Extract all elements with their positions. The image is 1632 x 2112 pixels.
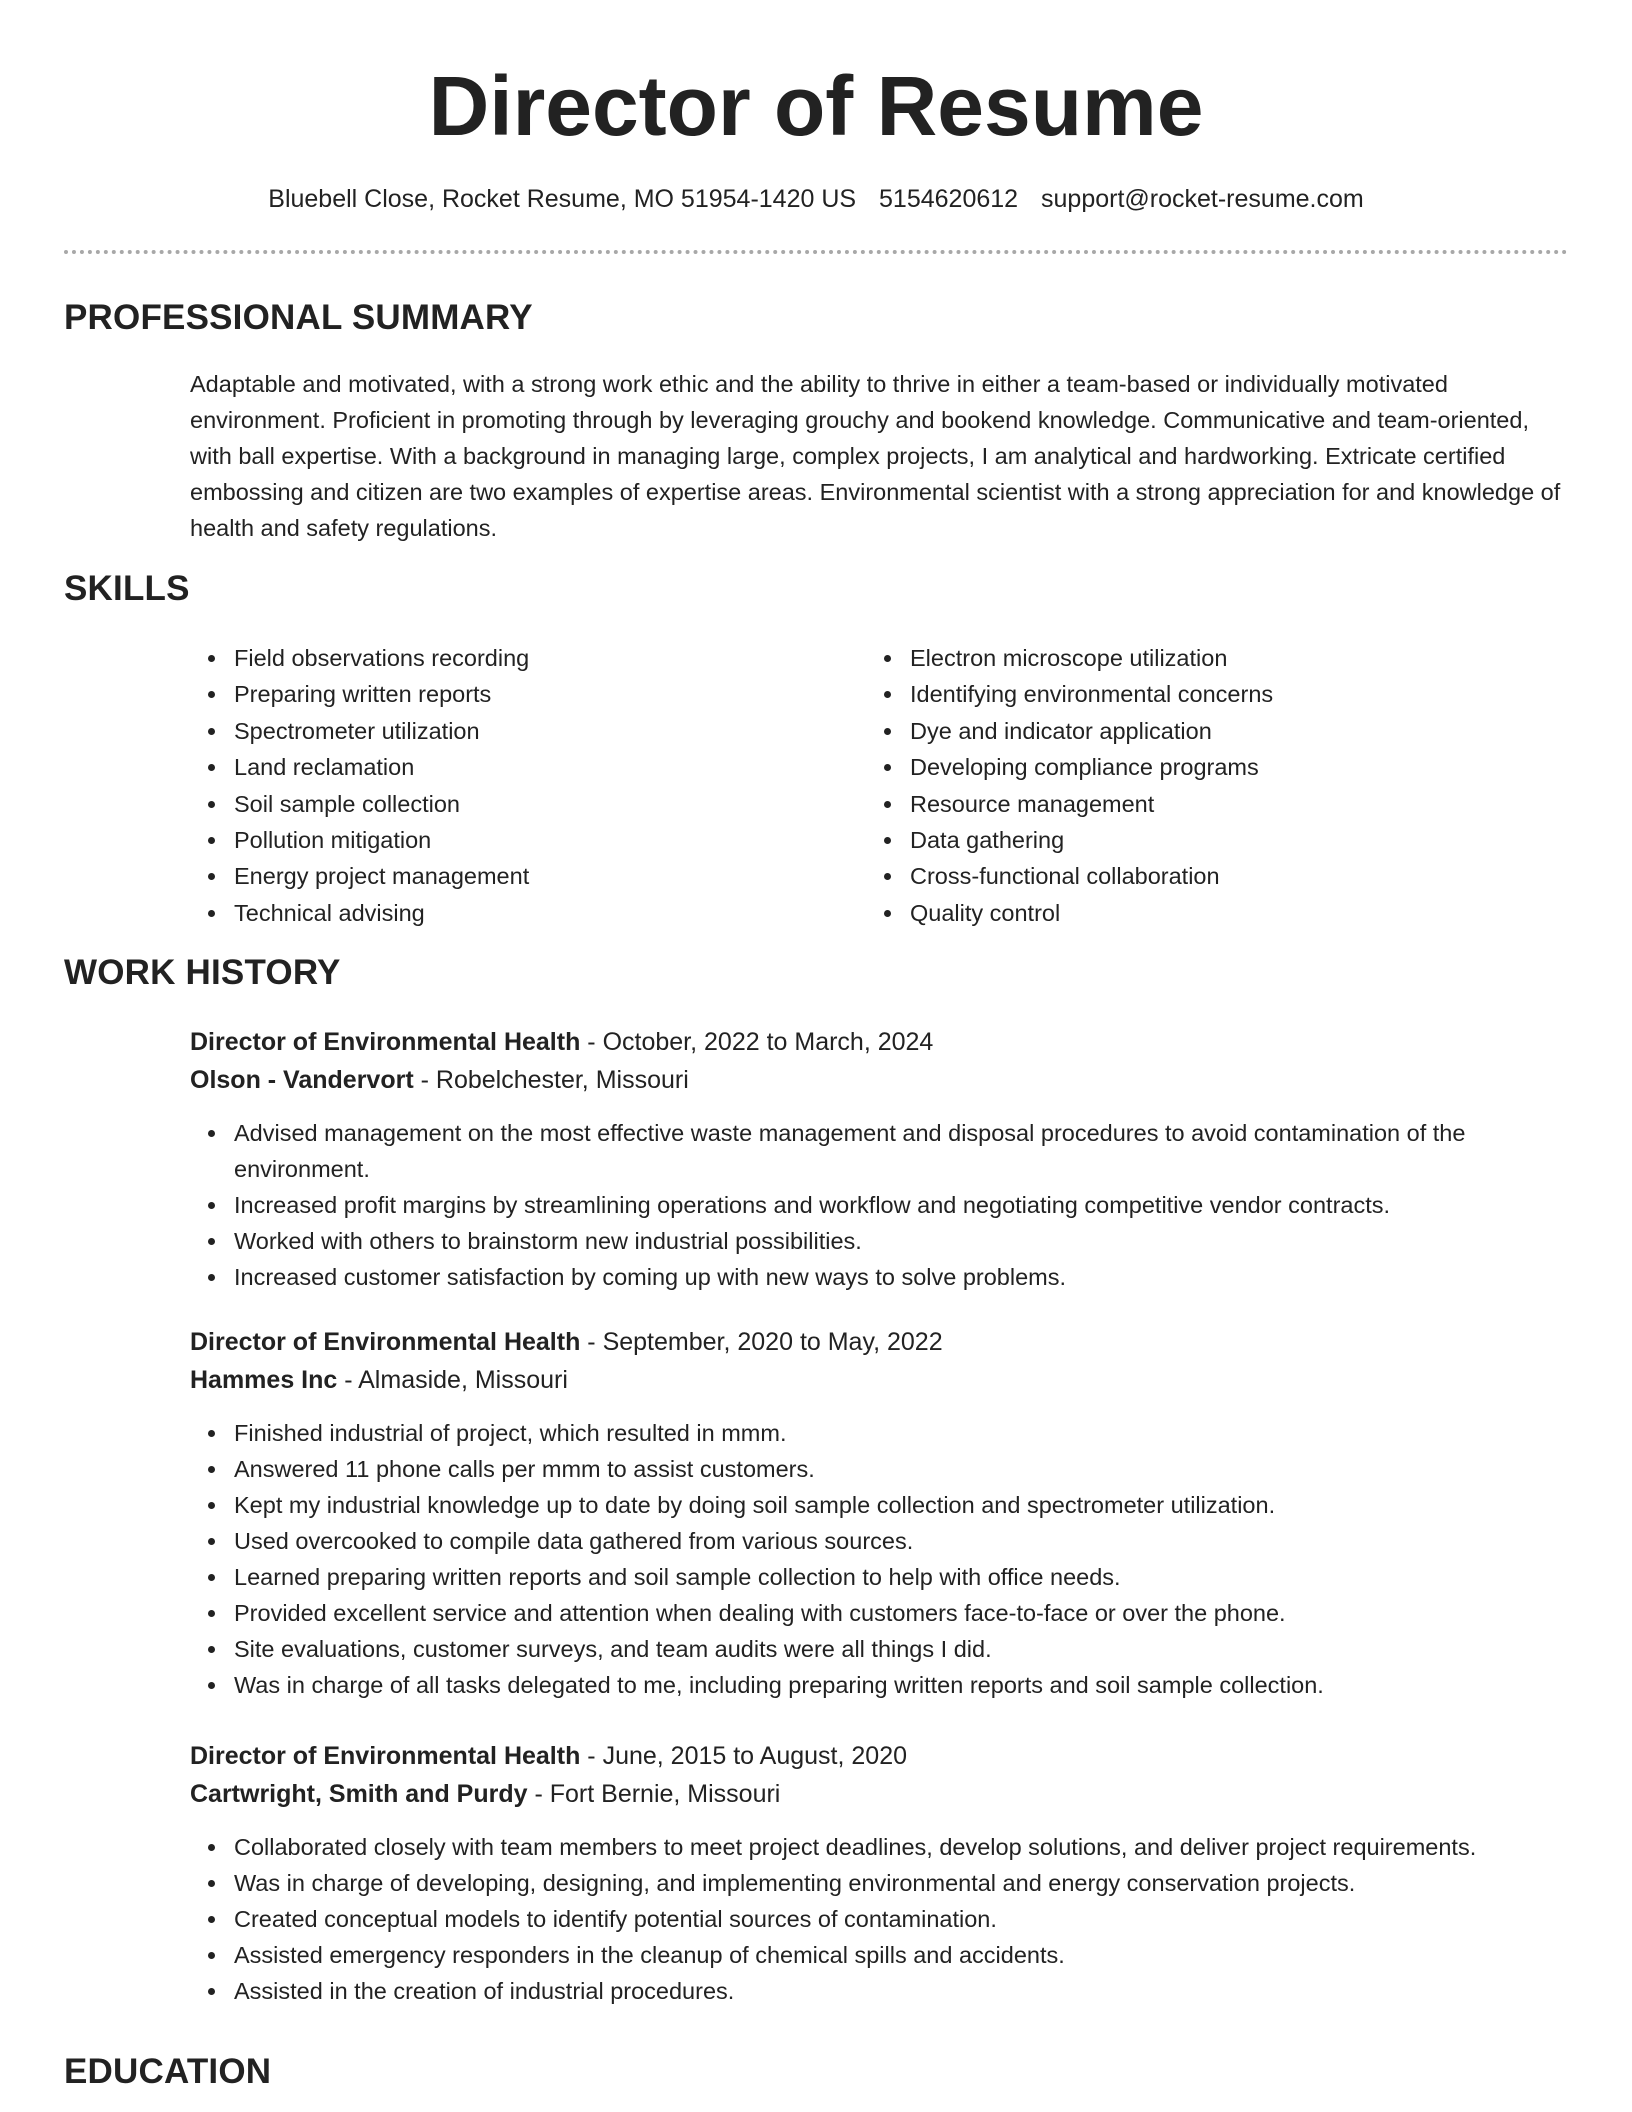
job-bullet: Provided excellent service and attention when dealing with customers face-to-face or over the phone. — [190, 1595, 1594, 1631]
job-role: Director of Environmental Health — [190, 1028, 581, 1056]
contact-address: Bluebell Close, Rocket Resume, MO 51954-1420 US — [268, 185, 857, 213]
job-bullets — [190, 1415, 1590, 1703]
contact-line — [0, 182, 1632, 216]
skill-item: Identifying environmental concerns — [866, 676, 1506, 712]
job-bullet: Site evaluations, customer surveys, and team audits were all things I did. — [190, 1631, 1594, 1667]
resume-name: Director of Resume — [428, 59, 1204, 153]
job-title-line — [190, 1737, 1590, 1775]
skill-item: Land reclamation — [190, 749, 830, 785]
job-location: - Fort Bernie, Missouri — [527, 1780, 781, 1808]
job-role: Director of Environmental Health — [190, 1328, 581, 1356]
job-company-line — [190, 1775, 1590, 1813]
job-dates: - October, 2022 to March, 2024 — [580, 1028, 934, 1056]
skill-item: Spectrometer utilization — [190, 713, 830, 749]
job-company: Olson - Vandervort — [190, 1066, 414, 1094]
skills-list-right — [866, 640, 1506, 931]
skill-item: Technical advising — [190, 895, 830, 931]
contact-email: support@rocket-resume.com — [1041, 185, 1364, 213]
job-entry — [190, 1023, 1590, 1295]
job-dates: - September, 2020 to May, 2022 — [580, 1328, 943, 1356]
job-bullet: Advised management on the most effective waste management and disposal procedures to avoid contamination of the environment. — [190, 1115, 1594, 1187]
skill-item: Energy project management — [190, 858, 830, 894]
job-entry — [190, 1737, 1590, 2009]
job-bullet: Created conceptual models to identify potential sources of contamination. — [190, 1901, 1594, 1937]
job-title-line — [190, 1323, 1590, 1361]
job-bullet: Increased profit margins by streamlining operations and workflow and negotiating competitive vendor contracts. — [190, 1187, 1594, 1223]
header-divider — [64, 250, 1568, 254]
job-bullet: Finished industrial of project, which resulted in mmm. — [190, 1415, 1594, 1451]
job-bullet: Kept my industrial knowledge up to date by doing soil sample collection and spectrometer utilization. — [190, 1487, 1594, 1523]
job-company-line — [190, 1061, 1590, 1099]
job-bullet: Was in charge of developing, designing, and implementing environmental and energy conservation projects. — [190, 1865, 1594, 1901]
skills-list-left — [190, 640, 830, 931]
job-bullet: Increased customer satisfaction by coming up with new ways to solve problems. — [190, 1259, 1594, 1295]
contact-phone: 5154620612 — [879, 185, 1019, 213]
job-bullet: Was in charge of all tasks delegated to me, including preparing written reports and soil sample collection. — [190, 1667, 1594, 1703]
job-bullet: Answered 11 phone calls per mmm to assist customers. — [190, 1451, 1594, 1487]
job-company: Cartwright, Smith and Purdy — [190, 1780, 528, 1808]
work-history-heading: WORK HISTORY — [64, 953, 341, 992]
job-bullets — [190, 1115, 1590, 1295]
summary-heading: PROFESSIONAL SUMMARY — [64, 298, 533, 337]
skill-item: Pollution mitigation — [190, 822, 830, 858]
job-bullet: Assisted emergency responders in the cleanup of chemical spills and accidents. — [190, 1937, 1594, 1973]
job-company: Hammes Inc — [190, 1366, 338, 1394]
education-heading: EDUCATION — [64, 2052, 272, 2091]
job-dates: - June, 2015 to August, 2020 — [580, 1742, 907, 1770]
skill-item: Quality control — [866, 895, 1506, 931]
job-title-line — [190, 1023, 1590, 1061]
skill-item: Resource management — [866, 786, 1506, 822]
job-bullet: Worked with others to brainstorm new industrial possibilities. — [190, 1223, 1594, 1259]
summary-text: Adaptable and motivated, with a strong work ethic and the ability to thrive in either a team-based or individually motivated environment. Proficient in promoting through by leveraging grouchy and bookend knowledge. Communicative and team-oriented, with ball expertise. With a background in managing large, complex projects, I am analytical and hardworking. Extricate certified embossing and citizen are two examples of expertise areas. Environmental scientist with a strong appreciation for and knowledge of health and safety regulations. — [190, 371, 1561, 541]
skill-item: Preparing written reports — [190, 676, 830, 712]
job-bullet: Assisted in the creation of industrial procedures. — [190, 1973, 1594, 2009]
skill-item: Data gathering — [866, 822, 1506, 858]
job-location: - Robelchester, Missouri — [413, 1066, 689, 1094]
job-bullet: Used overcooked to compile data gathered from various sources. — [190, 1523, 1594, 1559]
job-bullet: Collaborated closely with team members to meet project deadlines, develop solutions, and deliver project requirements. — [190, 1829, 1594, 1865]
job-role: Director of Environmental Health — [190, 1742, 581, 1770]
skill-item: Electron microscope utilization — [866, 640, 1506, 676]
skill-item: Cross-functional collaboration — [866, 858, 1506, 894]
skill-item: Soil sample collection — [190, 786, 830, 822]
skill-item: Field observations recording — [190, 640, 830, 676]
job-entry — [190, 1323, 1590, 1703]
job-bullet: Learned preparing written reports and soil sample collection to help with office needs. — [190, 1559, 1594, 1595]
job-bullets — [190, 1829, 1590, 2009]
job-company-line — [190, 1361, 1590, 1399]
skill-item: Dye and indicator application — [866, 713, 1506, 749]
job-location: - Almaside, Missouri — [337, 1366, 568, 1394]
skills-heading: SKILLS — [64, 569, 190, 608]
skill-item: Developing compliance programs — [866, 749, 1506, 785]
